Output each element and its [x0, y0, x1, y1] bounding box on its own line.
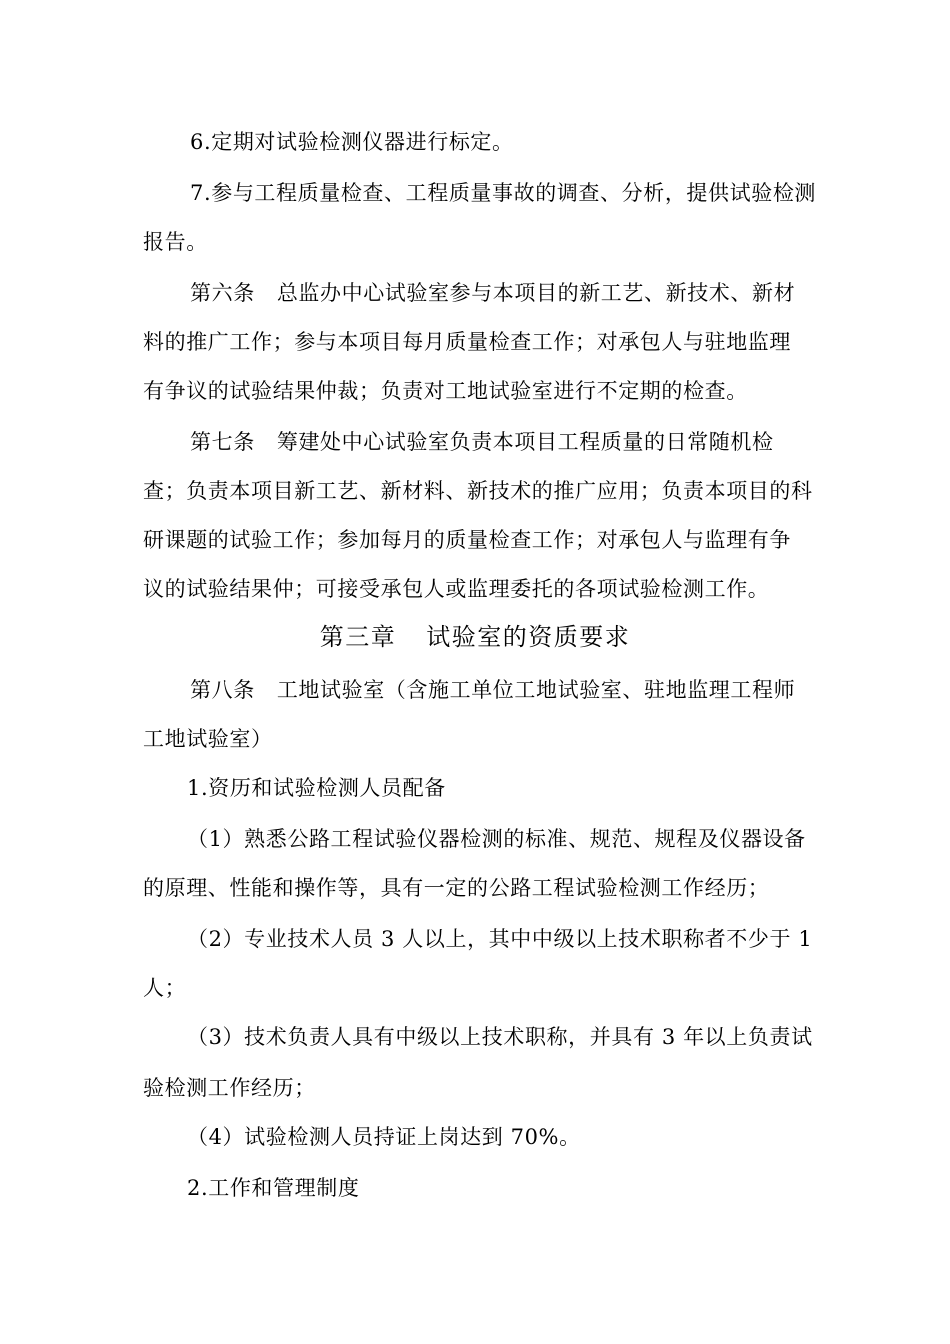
article-6-text-1: 总监办中心试验室参与本项目的新工艺、新技术、新材 [276, 281, 796, 305]
article-8-line-1 [190, 675, 813, 705]
article-7-text-2: 查；负责本项目新工艺、新材料、新技术的推广应用；负责本项目的科 [143, 479, 813, 503]
clause-4-text: （4）试验检测人员持证上岗达到 70%。 [187, 1125, 581, 1149]
clause-4-line [187, 1122, 857, 1152]
paragraph-item-7-line-1 [190, 178, 817, 208]
paragraph-item-7-line-2 [143, 227, 813, 257]
clause-1-line-1 [187, 824, 857, 854]
clause-2-line-2 [143, 973, 813, 1003]
article-8-text-2: 工地试验室） [143, 727, 273, 751]
article-6-text-2: 料的推广工作；参与本项目每月质量检查工作；对承包人与驻地监理 [143, 330, 791, 354]
clause-1-text-1: （1）熟悉公路工程试验仪器检测的标准、规范、规程及仪器设备 [187, 827, 806, 851]
clause-3-line-2 [143, 1073, 813, 1103]
article-6-text-3: 有争议的试验结果仲裁；负责对工地试验室进行不定期的检查。 [143, 379, 748, 403]
article-6-line-2 [143, 327, 813, 357]
article-7-label: 第七条 [190, 430, 255, 454]
item-6-text: 6.定期对试验检测仪器进行标定。 [190, 130, 514, 154]
article-7-line-1 [190, 427, 813, 457]
article-7-line-2 [143, 476, 813, 506]
article-7-line-4 [143, 574, 813, 604]
clause-3-text-1: （3）技术负责人具有中级以上技术职称，并具有 3 年以上负责试 [187, 1025, 813, 1049]
section-2-text: 2.工作和管理制度 [187, 1176, 360, 1200]
article-8-line-2 [143, 724, 813, 754]
article-7-line-3 [143, 525, 813, 555]
clause-2-text-1: （2）专业技术人员 3 人以上，其中中级以上技术职称者不少于 1 [187, 927, 813, 951]
clause-3-text-2: 验检测工作经历； [143, 1076, 316, 1100]
chapter-heading [0, 621, 950, 653]
article-7-text-4: 议的试验结果仲；可接受承包人或监理委托的各项试验检测工作。 [143, 577, 770, 601]
article-8-text-1: 工地试验室（含施工单位工地试验室、驻地监理工程师 [276, 678, 796, 702]
section-1-text: 1.资历和试验检测人员配备 [187, 776, 446, 800]
paragraph-item-6 [190, 127, 813, 157]
clause-2-line-1 [187, 924, 857, 954]
article-6-label: 第六条 [190, 281, 255, 305]
section-2-heading [187, 1173, 857, 1203]
article-6-line-1 [190, 278, 813, 308]
section-1-heading [187, 773, 857, 803]
chapter-title: 试验室的资质要求 [426, 623, 631, 651]
article-8-label: 第八条 [190, 678, 255, 702]
clause-1-text-2: 的原理、性能和操作等，具有一定的公路工程试验检测工作经历； [143, 876, 770, 900]
item-7-text-1: 7.参与工程质量检查、工程质量事故的调查、分析，提供试验检测 [190, 181, 817, 205]
clause-2-text-2: 人； [143, 976, 187, 1000]
article-7-text-3: 研课题的试验工作；参加每月的质量检查工作；对承包人与监理有争 [143, 528, 791, 552]
chapter-number: 第三章 [319, 623, 397, 651]
article-6-line-3 [143, 376, 813, 406]
article-7-text-1: 筹建处中心试验室负责本项目工程质量的日常随机检 [276, 430, 774, 454]
item-7-text-2: 报告。 [143, 230, 208, 254]
clause-3-line-1 [187, 1022, 857, 1052]
clause-1-line-2 [143, 873, 813, 903]
